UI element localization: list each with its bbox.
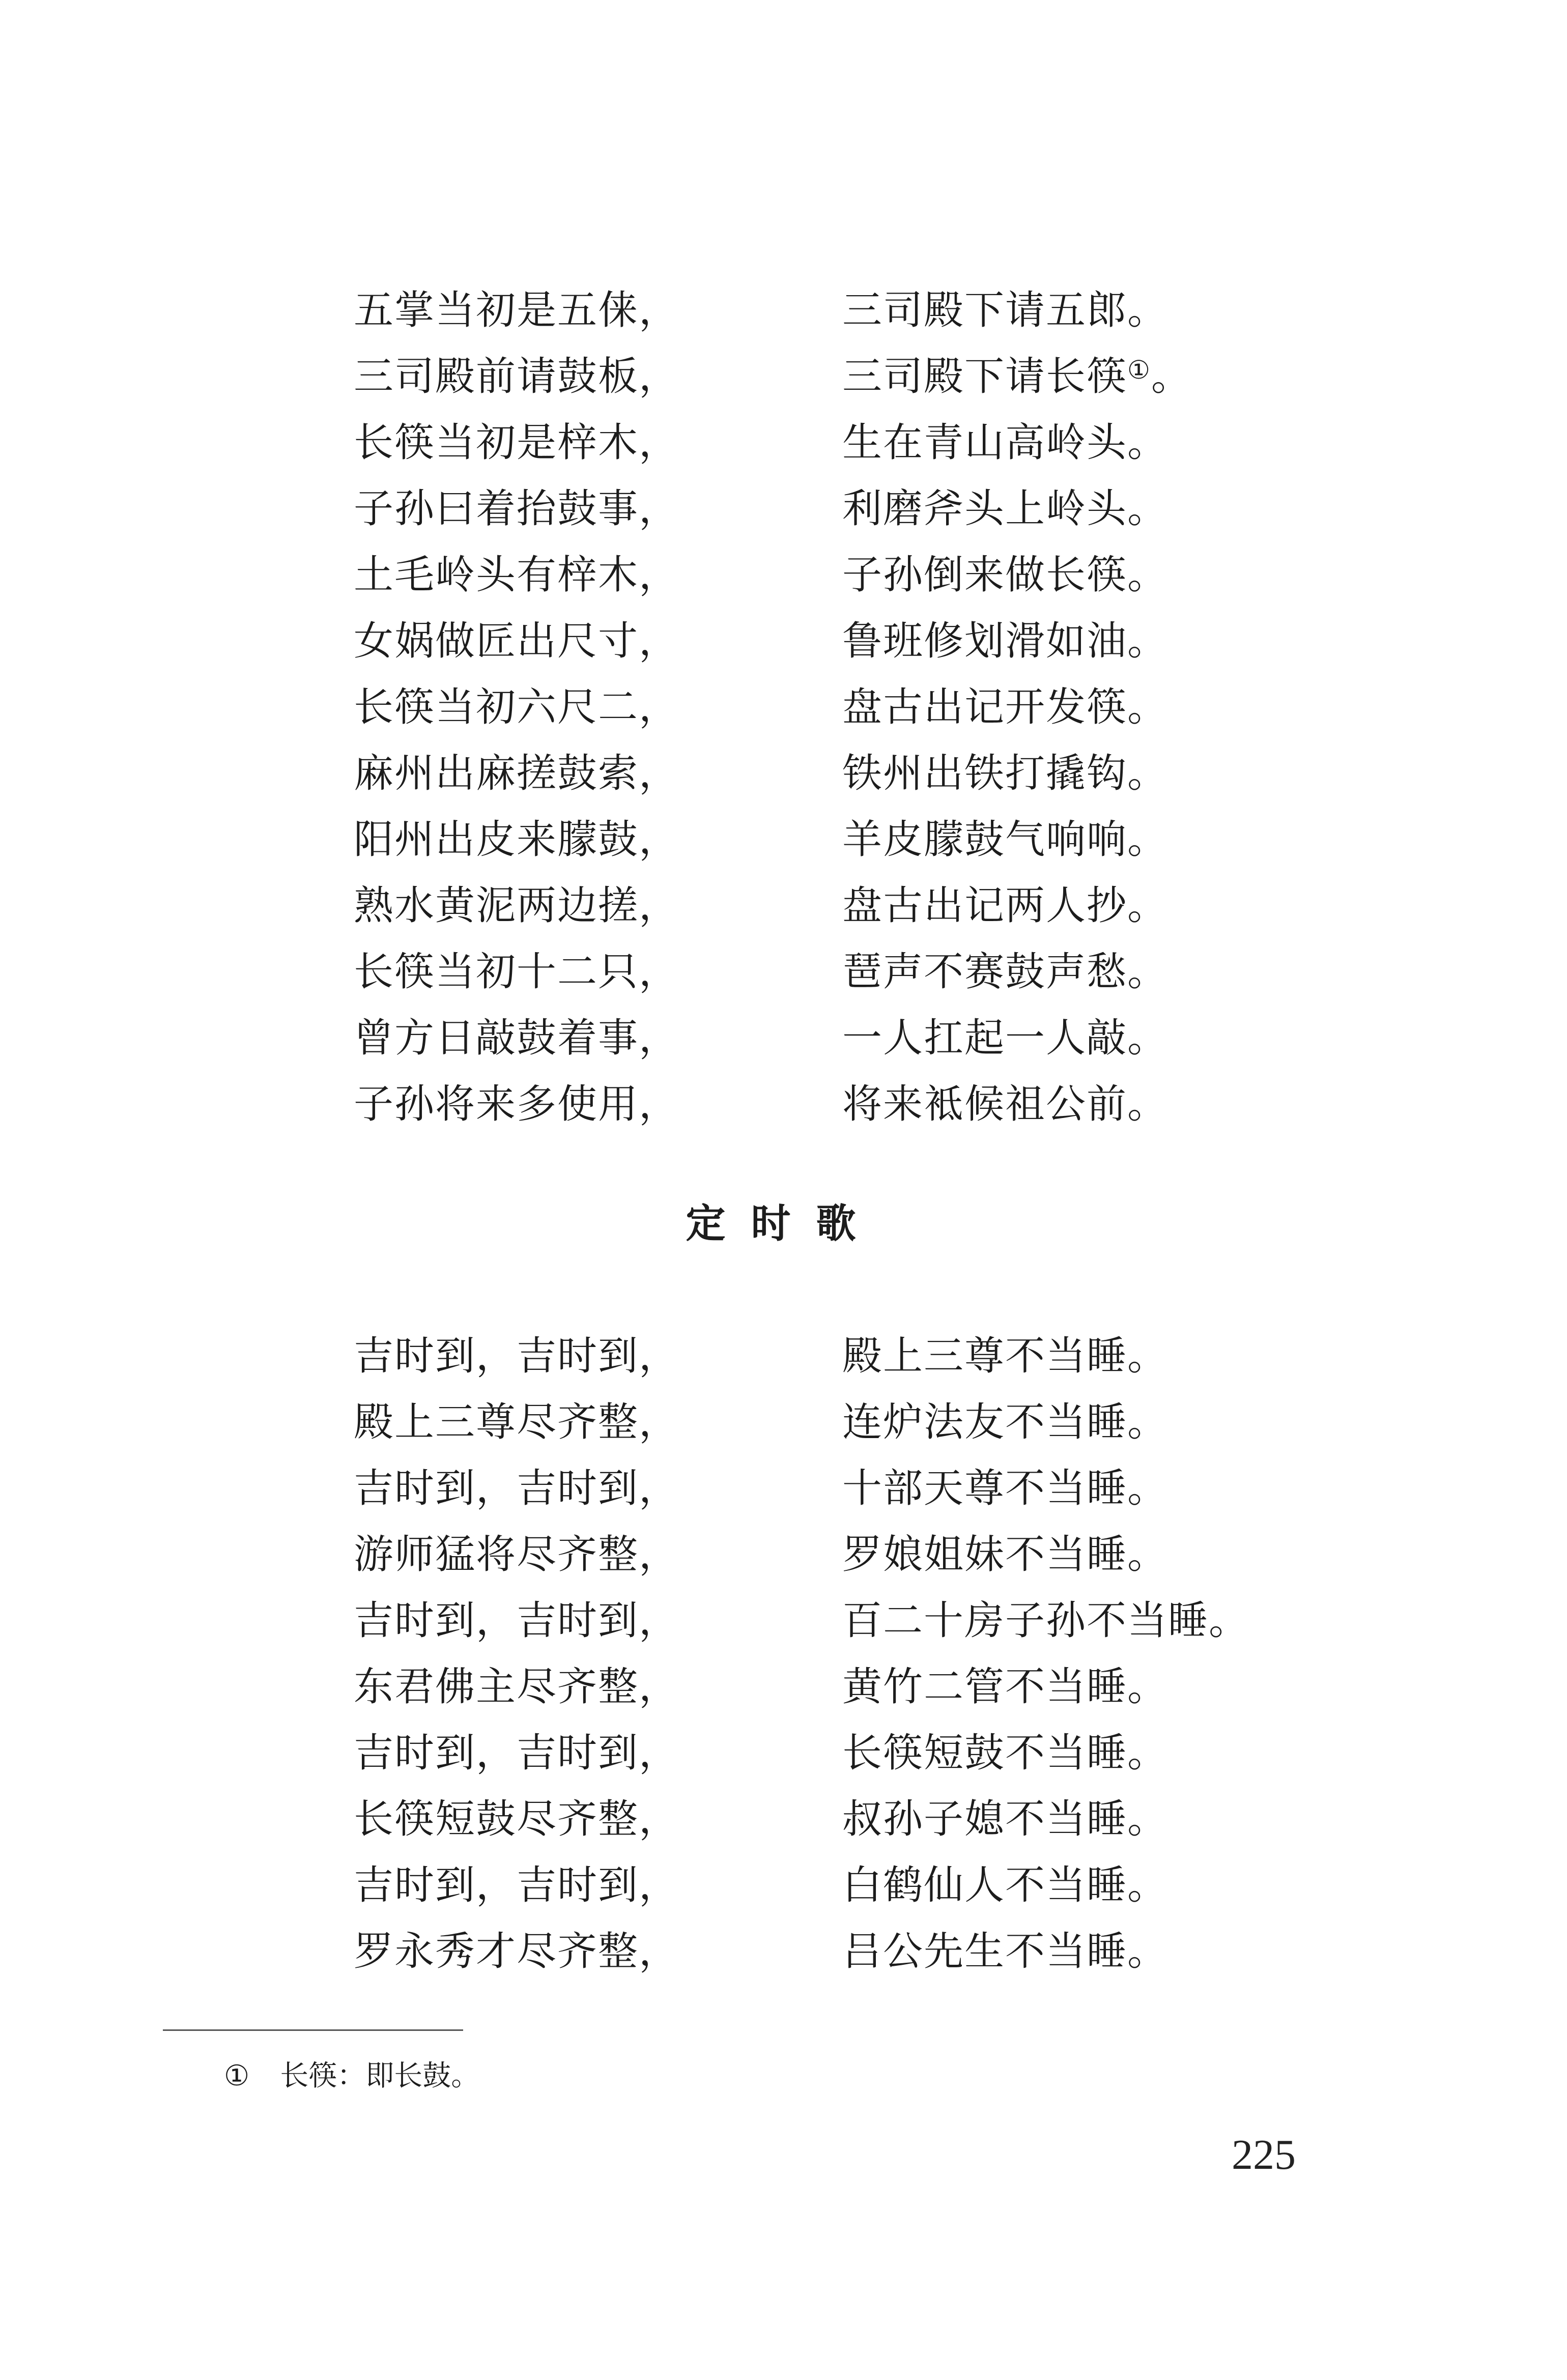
verse-left: 游师猛将尽齐整， [354, 1532, 680, 1578]
verse-right: 罗娘姐妹不当睡。 [842, 1532, 1169, 1578]
verse-left: 五掌当初是五俫， [354, 288, 680, 333]
verse-right: 鲁班修划滑如油。 [842, 618, 1169, 664]
verse-line [0, 1389, 1567, 1455]
verse-right: 三司殿下请五郎。 [842, 288, 1169, 333]
verse-line [0, 277, 1567, 343]
verse-left: 罗永秀才尽齐整， [354, 1929, 680, 1974]
verse-right: 殿上三尊不当睡。 [842, 1333, 1169, 1379]
verse-right-text: 三司殿下请长筷 [842, 354, 1128, 399]
footnote-mark: ① [224, 2059, 250, 2092]
verse-left: 阳州出皮来朦鼓， [354, 817, 680, 863]
verse-right: 盘古出记两人抄。 [842, 883, 1169, 929]
verse-line [0, 674, 1567, 740]
footnote [224, 2056, 479, 2097]
verse-line [0, 1852, 1567, 1918]
section-title: 定时歌 [686, 1201, 881, 1247]
verse-left: 殿上三尊尽齐整， [354, 1399, 680, 1445]
verse-left: 吉时到，吉时到， [354, 1333, 680, 1379]
verse-right: 子孙倒来做长筷。 [842, 552, 1169, 598]
verse-right: 十部天尊不当睡。 [842, 1466, 1169, 1511]
verse-line [0, 873, 1567, 939]
verse-left: 子孙将来多使用， [354, 1081, 680, 1127]
verse-right: 盘古出记开发筷。 [842, 684, 1169, 730]
footnote-text: 长筷：即长鼓。 [280, 2059, 480, 2092]
verse-right: 黄竹二管不当睡。 [842, 1664, 1169, 1710]
verse-line [0, 1323, 1567, 1389]
verse-line [0, 1071, 1567, 1137]
verse-right: 琶声不赛鼓声愁。 [842, 949, 1169, 995]
verse-line [0, 1455, 1567, 1522]
verse-line [0, 1005, 1567, 1071]
verse-line [0, 1918, 1567, 1985]
verse-left: 子孙曰着抬鼓事， [354, 486, 680, 532]
verse-right: 叔孙子媳不当睡。 [842, 1796, 1169, 1842]
verse-right: 羊皮朦鼓气响响。 [842, 817, 1169, 863]
verse-right: 白鹤仙人不当睡。 [842, 1862, 1169, 1908]
verse-right: 将来袛候祖公前。 [842, 1081, 1169, 1127]
verse-line [0, 1786, 1567, 1852]
verse-left: 吉时到，吉时到， [354, 1466, 680, 1511]
page-number: 225 [1232, 2131, 1296, 2178]
verse-line [0, 1654, 1567, 1720]
verse-right: 铁州出铁打撬钩。 [842, 751, 1169, 796]
verse-left: 麻州出麻搓鼓索， [354, 751, 680, 796]
verse-right: 连炉法友不当睡。 [842, 1399, 1169, 1445]
verse-left: 吉时到，吉时到， [354, 1730, 680, 1776]
verse-left: 女娲做匠出尺寸， [354, 618, 680, 664]
verse-left: 长筷当初十二只， [354, 949, 680, 995]
verse-right: 长筷短鼓不当睡。 [842, 1730, 1169, 1776]
verse-line [0, 410, 1567, 476]
verse-left: 长筷当初六尺二， [354, 684, 680, 730]
verse-right: 百二十房子孙不当睡。 [842, 1598, 1250, 1644]
verse-line [0, 807, 1567, 873]
verse-right-with-note [842, 343, 1192, 410]
verse-line [0, 1588, 1567, 1654]
verse-line [0, 476, 1567, 542]
verse-left: 熟水黄泥两边搓， [354, 883, 680, 929]
verse-right: 利磨斧头上岭头。 [842, 486, 1169, 532]
verse-line [0, 608, 1567, 674]
verse-line [0, 740, 1567, 807]
verse-line [0, 343, 1567, 410]
poem-one [0, 277, 1567, 1137]
verse-right-tail: 。 [1151, 354, 1192, 399]
verse-line [0, 542, 1567, 608]
verse-left: 土毛岭头有梓木， [354, 552, 680, 598]
verse-line [0, 939, 1567, 1005]
footnote-divider [163, 2029, 463, 2031]
verse-right: 一人扛起一人敲。 [842, 1015, 1169, 1061]
verse-right: 吕公先生不当睡。 [842, 1929, 1169, 1974]
footnote-reference[interactable]: ① [1127, 355, 1151, 385]
verse-left: 长筷当初是梓木， [354, 420, 680, 466]
verse-left: 三司殿前请鼓板， [354, 354, 680, 399]
poem-two [0, 1323, 1567, 1985]
verse-line [0, 1522, 1567, 1588]
verse-left: 吉时到，吉时到， [354, 1862, 680, 1908]
verse-left: 长筷短鼓尽齐整， [354, 1796, 680, 1842]
verse-left: 东君佛主尽齐整， [354, 1664, 680, 1710]
verse-left: 吉时到，吉时到， [354, 1598, 680, 1644]
verse-left: 曾方日敲鼓着事， [354, 1015, 680, 1061]
verse-right: 生在青山高岭头。 [842, 420, 1169, 466]
verse-line [0, 1720, 1567, 1786]
